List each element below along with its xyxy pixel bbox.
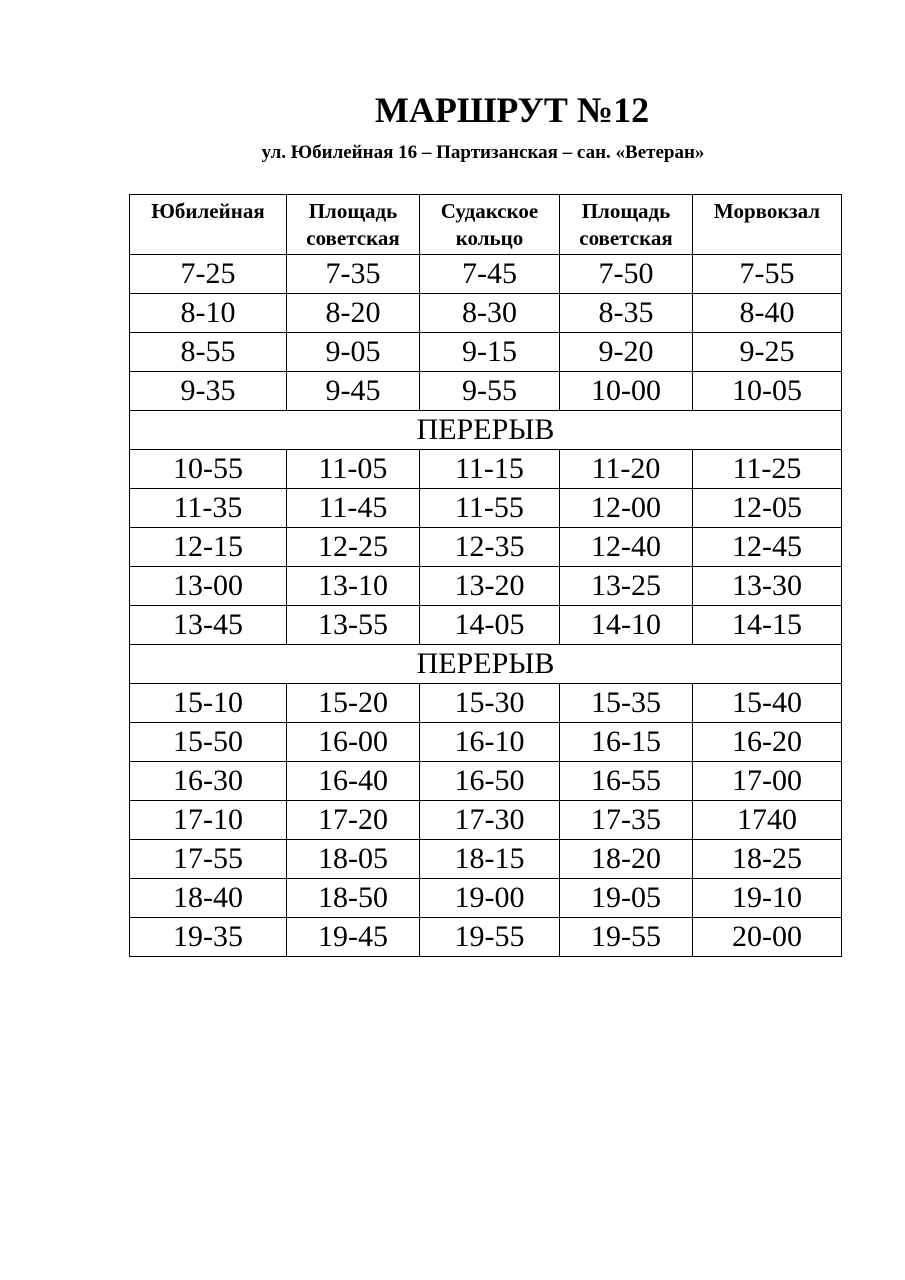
time-cell: 17-20 [287,801,420,840]
break-row [130,645,842,684]
time-cell: 19-10 [693,879,842,918]
time-cell: 17-35 [560,801,693,840]
time-cell: 8-40 [693,294,842,333]
time-cell: 8-35 [560,294,693,333]
table-row [130,489,842,528]
time-cell: 12-00 [560,489,693,528]
time-cell: 13-10 [287,567,420,606]
time-cell: 7-35 [287,255,420,294]
time-cell: 16-20 [693,723,842,762]
time-cell: 10-55 [130,450,287,489]
page-title: МАРШРУТ №12 [374,90,650,130]
time-cell: 17-10 [130,801,287,840]
table-row [130,762,842,801]
time-cell: 18-25 [693,840,842,879]
time-cell: 13-25 [560,567,693,606]
table-row [130,801,842,840]
break-label: ПЕРЕРЫВ [130,411,842,450]
time-cell: 13-55 [287,606,420,645]
time-cell: 12-15 [130,528,287,567]
time-cell: 15-35 [560,684,693,723]
time-cell: 19-35 [130,918,287,957]
column-header-line: кольцо [455,226,524,250]
break-row [130,411,842,450]
time-cell: 18-50 [287,879,420,918]
table-row [130,372,842,411]
time-cell: 12-35 [420,528,560,567]
time-cell: 17-30 [420,801,560,840]
time-cell: 12-25 [287,528,420,567]
column-header-line: Юбилейная [151,199,265,223]
time-cell: 9-25 [693,333,842,372]
time-cell: 11-15 [420,450,560,489]
time-cell: 12-05 [693,489,842,528]
table-row [130,918,842,957]
column-header-morvokzal [693,195,842,255]
time-cell: 18-20 [560,840,693,879]
column-header-line: советская [579,226,673,250]
table-row [130,528,842,567]
table-row [130,840,842,879]
time-cell: 7-55 [693,255,842,294]
time-cell: 19-05 [560,879,693,918]
table-row [130,684,842,723]
time-cell: 8-30 [420,294,560,333]
time-cell: 16-40 [287,762,420,801]
time-cell: 13-00 [130,567,287,606]
time-cell: 16-55 [560,762,693,801]
header-row [130,195,842,255]
time-cell: 11-25 [693,450,842,489]
column-header-sudakskoe-koltso [420,195,560,255]
column-header-ploshchad-sovetskaya [287,195,420,255]
time-cell: 11-45 [287,489,420,528]
schedule-body [130,255,842,957]
time-cell: 10-05 [693,372,842,411]
time-cell: 18-40 [130,879,287,918]
table-row [130,606,842,645]
schedule-header [130,195,842,255]
table-row [130,567,842,606]
column-header-line: Площадь [308,199,398,223]
time-cell: 17-55 [130,840,287,879]
time-cell: 13-30 [693,567,842,606]
time-cell: 12-45 [693,528,842,567]
time-cell: 17-00 [693,762,842,801]
time-cell: 10-00 [560,372,693,411]
time-cell: 15-20 [287,684,420,723]
column-header-line: Площадь [581,199,671,223]
time-cell: 12-40 [560,528,693,567]
time-cell: 20-00 [693,918,842,957]
time-cell: 11-55 [420,489,560,528]
time-cell: 14-10 [560,606,693,645]
table-row [130,294,842,333]
time-cell: 7-50 [560,255,693,294]
time-cell: 19-00 [420,879,560,918]
time-cell: 15-30 [420,684,560,723]
table-row [130,879,842,918]
time-cell: 14-15 [693,606,842,645]
column-header-ploshchad-sovetskaya-return [560,195,693,255]
time-cell: 8-55 [130,333,287,372]
time-cell: 7-25 [130,255,287,294]
time-cell: 9-20 [560,333,693,372]
time-cell: 9-55 [420,372,560,411]
time-cell: 1740 [693,801,842,840]
time-cell: 19-55 [420,918,560,957]
time-cell: 16-30 [130,762,287,801]
time-cell: 9-05 [287,333,420,372]
time-cell: 9-45 [287,372,420,411]
column-header-line: советская [306,226,400,250]
time-cell: 15-40 [693,684,842,723]
time-cell: 16-15 [560,723,693,762]
time-cell: 16-00 [287,723,420,762]
column-header-line: Судакское [440,199,539,223]
column-header-line: Морвокзал [713,199,821,223]
time-cell: 9-15 [420,333,560,372]
time-cell: 16-50 [420,762,560,801]
time-cell: 13-20 [420,567,560,606]
table-row [130,333,842,372]
time-cell: 11-35 [130,489,287,528]
time-cell: 18-15 [420,840,560,879]
time-cell: 14-05 [420,606,560,645]
time-cell: 15-50 [130,723,287,762]
break-label: ПЕРЕРЫВ [130,645,842,684]
time-cell: 18-05 [287,840,420,879]
column-header-yubileynaya [130,195,287,255]
time-cell: 19-55 [560,918,693,957]
table-row [130,723,842,762]
time-cell: 15-10 [130,684,287,723]
time-cell: 9-35 [130,372,287,411]
time-cell: 11-20 [560,450,693,489]
time-cell: 13-45 [130,606,287,645]
time-cell: 8-10 [130,294,287,333]
time-cell: 19-45 [287,918,420,957]
table-row [130,450,842,489]
table-row [130,255,842,294]
time-cell: 11-05 [287,450,420,489]
schedule-table [129,194,842,957]
route-subtitle: ул. Юбилейная 16 – Партизанская – сан. «Ветеран» [261,142,705,163]
time-cell: 8-20 [287,294,420,333]
time-cell: 16-10 [420,723,560,762]
time-cell: 7-45 [420,255,560,294]
